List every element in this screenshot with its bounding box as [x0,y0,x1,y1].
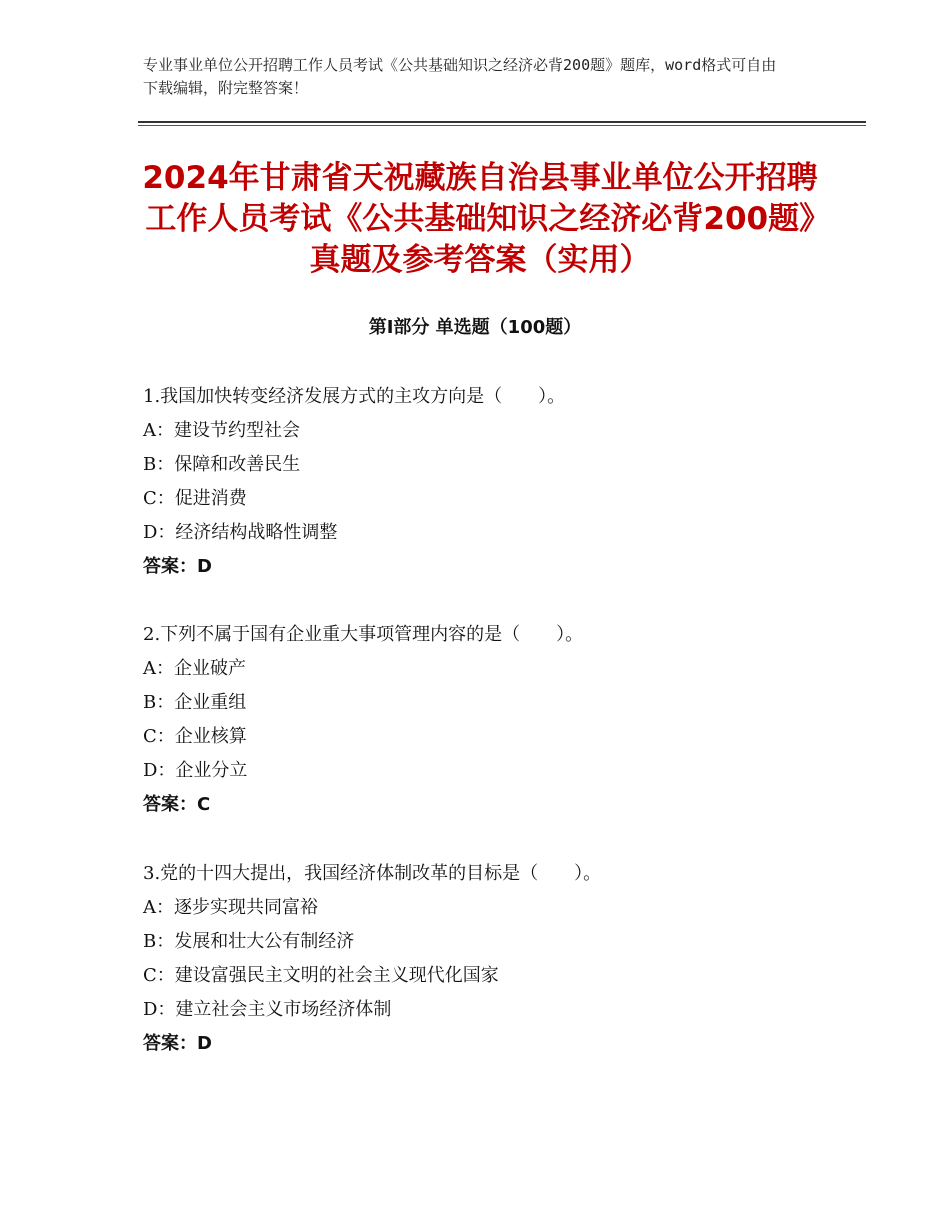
option-d: D：建立社会主义市场经济体制 [143,999,392,1020]
question-stem: 2.下列不属于国有企业重大事项管理内容的是（ ）。 [143,624,584,645]
option-b: B：保障和改善民生 [143,454,301,475]
question-block [143,618,843,822]
question-block [143,857,843,1061]
option-c: C：促进消费 [143,488,247,509]
header-rule-thin [138,125,866,126]
option-c: C：企业核算 [143,726,247,747]
option-d: D：经济结构战略性调整 [143,522,338,543]
section-title: 第Ⅰ部分 单选题（100题） [368,317,582,338]
option-a: A：企业破产 [143,658,246,679]
question-stem: 1.我国加快转变经济发展方式的主攻方向是（ ）。 [143,386,566,407]
option-a: A：逐步实现共同富裕 [143,897,318,918]
option-b: B：发展和壮大公有制经济 [143,931,355,952]
question-block [143,380,843,584]
answer-line: 答案：D [143,1033,212,1054]
option-b: B：企业重组 [143,692,247,713]
answer-line: 答案：C [143,794,211,815]
option-c: C：建设富强民主文明的社会主义现代化国家 [143,965,499,986]
answer-line: 答案：D [143,556,212,577]
option-d: D：企业分立 [143,760,248,781]
question-stem: 3.党的十四大提出，我国经济体制改革的目标是（ ）。 [143,863,602,884]
option-a: A：建设节约型社会 [143,420,300,441]
header-note: 专业事业单位公开招聘工作人员考试《公共基础知识之经济必背200题》题库，word格式可自由下载编辑，附完整答案！ [143,56,777,97]
header-rule-thick [138,121,866,123]
document-title: 2024年甘肃省天祝藏族自治县事业单位公开招聘工作人员考试《公共基础知识之经济必背200题》真题及参考答案（实用） [142,160,818,278]
